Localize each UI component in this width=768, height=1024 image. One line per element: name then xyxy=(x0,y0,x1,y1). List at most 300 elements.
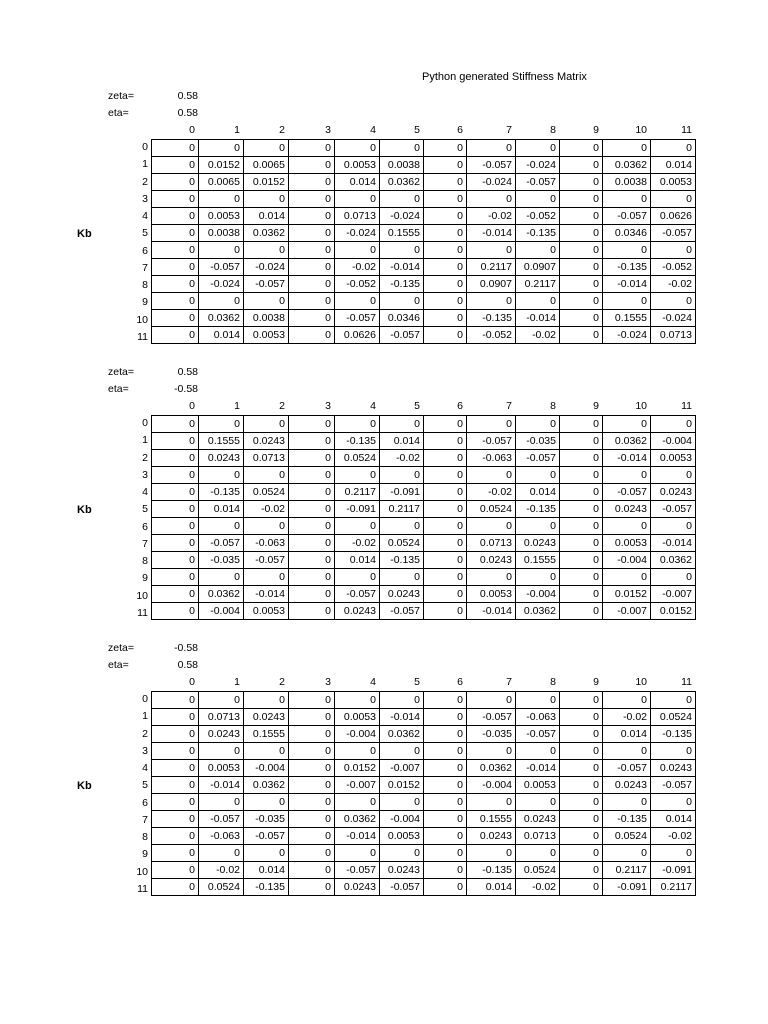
matrix-cell: -0.057 xyxy=(244,828,289,845)
matrix-cell: 0 xyxy=(152,191,199,208)
matrix-cell: 0 xyxy=(199,569,244,586)
row-header: 3 xyxy=(142,192,148,205)
matrix-cell: 0 xyxy=(199,140,244,157)
matrix-cell: 0 xyxy=(152,501,199,518)
matrix-cell: 0 xyxy=(289,760,335,777)
matrix-cell: -0.024 xyxy=(335,225,380,242)
matrix-cell: 0.0362 xyxy=(244,777,289,794)
matrix-cell: 0.0713 xyxy=(651,327,696,344)
row-header: 7 xyxy=(142,813,148,826)
matrix-cell: 0 xyxy=(560,416,603,433)
matrix-cell: 0 xyxy=(560,828,603,845)
table-row xyxy=(152,692,696,709)
column-header: 0 xyxy=(189,676,195,688)
matrix-cell: -0.063 xyxy=(516,709,560,726)
matrix-cell: 0 xyxy=(289,140,335,157)
matrix-cell: -0.135 xyxy=(380,552,424,569)
matrix-cell: 0.0053 xyxy=(467,586,516,603)
matrix-cell: -0.063 xyxy=(467,450,516,467)
matrix-cell: 0 xyxy=(289,484,335,501)
column-header: 2 xyxy=(279,124,285,136)
matrix-cell: 0 xyxy=(424,726,467,743)
matrix-cell: 0.0243 xyxy=(516,535,560,552)
matrix-cell: 0.0243 xyxy=(335,879,380,896)
matrix-cell: 0 xyxy=(467,692,516,709)
matrix-cell: 0.0038 xyxy=(380,157,424,174)
matrix-cell: 0.2117 xyxy=(335,484,380,501)
matrix-cell: 0 xyxy=(380,845,424,862)
document-title: Python generated Stiffness Matrix xyxy=(422,71,587,83)
table-row xyxy=(152,879,696,896)
matrix-cell: 0.0713 xyxy=(516,828,560,845)
matrix-cell: 0.0243 xyxy=(516,811,560,828)
row-header: 3 xyxy=(142,468,148,481)
column-header: 11 xyxy=(681,676,692,688)
matrix-cell: 0.014 xyxy=(651,811,696,828)
matrix-cell: 0.0362 xyxy=(516,603,560,620)
matrix-cell: 0 xyxy=(560,811,603,828)
matrix-cell: 0 xyxy=(651,191,696,208)
matrix-cell: 0.1555 xyxy=(199,433,244,450)
matrix-cell: 0 xyxy=(424,208,467,225)
matrix-cell: 0 xyxy=(289,242,335,259)
matrix-cell: 0 xyxy=(467,140,516,157)
matrix-cell: -0.057 xyxy=(199,811,244,828)
row-header: 9 xyxy=(142,572,148,585)
matrix-cell: 0 xyxy=(152,293,199,310)
matrix-cell: 0 xyxy=(424,433,467,450)
matrix-cell: 0.014 xyxy=(380,433,424,450)
row-header: 5 xyxy=(142,779,148,792)
matrix-cell: -0.057 xyxy=(380,603,424,620)
matrix-cell: 0 xyxy=(289,828,335,845)
matrix-cell: 0 xyxy=(467,569,516,586)
table-row xyxy=(152,743,696,760)
row-header: 1 xyxy=(142,434,148,447)
matrix-cell: 0 xyxy=(651,845,696,862)
matrix-cell: -0.004 xyxy=(199,603,244,620)
matrix-cell: -0.057 xyxy=(244,552,289,569)
matrix-cell: -0.024 xyxy=(516,157,560,174)
table-row xyxy=(152,157,696,174)
matrix-cell: 0.0053 xyxy=(335,709,380,726)
column-header: 3 xyxy=(325,676,331,688)
matrix-cell: 0 xyxy=(603,794,651,811)
matrix-cell: -0.135 xyxy=(467,310,516,327)
matrix-cell: 0.0243 xyxy=(199,450,244,467)
matrix-cell: 0 xyxy=(152,467,199,484)
matrix-cell: 0 xyxy=(335,416,380,433)
table-row xyxy=(152,501,696,518)
matrix-cell: 0 xyxy=(424,310,467,327)
matrix-cell: -0.02 xyxy=(467,208,516,225)
matrix-cell: 0 xyxy=(424,535,467,552)
zeta-value: 0.58 xyxy=(177,90,198,102)
matrix-cell: 0.0524 xyxy=(467,501,516,518)
matrix-cell: 0 xyxy=(152,518,199,535)
matrix-cell: 0 xyxy=(424,586,467,603)
zeta-param xyxy=(108,364,198,381)
matrix-cell: -0.007 xyxy=(603,603,651,620)
matrix-cell: 0 xyxy=(152,845,199,862)
column-header: 8 xyxy=(550,124,556,136)
matrix-cell: 0.014 xyxy=(467,879,516,896)
row-header: 9 xyxy=(142,296,148,309)
matrix-cell: 0 xyxy=(289,276,335,293)
table-row xyxy=(152,726,696,743)
matrix-cell: 0 xyxy=(152,535,199,552)
matrix-cell: 0 xyxy=(152,811,199,828)
zeta-param xyxy=(108,640,198,657)
matrix-cell: 0 xyxy=(152,828,199,845)
matrix-cell: 0 xyxy=(560,174,603,191)
column-header: 10 xyxy=(635,124,647,136)
row-header: 10 xyxy=(136,589,148,602)
matrix-cell: 0 xyxy=(560,603,603,620)
matrix-cell: -0.057 xyxy=(603,484,651,501)
column-header: 1 xyxy=(234,400,240,412)
matrix-cell: -0.057 xyxy=(516,174,560,191)
matrix-cell: 0 xyxy=(560,225,603,242)
matrix-cell: 0.0243 xyxy=(651,484,696,501)
matrix-cell: -0.007 xyxy=(380,760,424,777)
matrix-cell: 0.0907 xyxy=(467,276,516,293)
matrix-cell: 0 xyxy=(335,569,380,586)
column-header: 8 xyxy=(550,676,556,688)
column-header: 5 xyxy=(414,400,420,412)
row-header: 0 xyxy=(142,417,148,429)
matrix-cell: 0.0362 xyxy=(199,586,244,603)
matrix-cell: -0.004 xyxy=(603,552,651,569)
matrix-cell: 0.2117 xyxy=(603,862,651,879)
matrix-cell: -0.02 xyxy=(516,327,560,344)
matrix-cell: 0 xyxy=(603,242,651,259)
matrix-cell: 0 xyxy=(335,743,380,760)
matrix-cell: 0 xyxy=(424,293,467,310)
matrix-cell: 0 xyxy=(380,794,424,811)
table-row xyxy=(152,862,696,879)
matrix-cell: 0 xyxy=(603,569,651,586)
column-header: 9 xyxy=(593,400,599,412)
row-header: 1 xyxy=(142,158,148,171)
matrix-cell: 0 xyxy=(560,535,603,552)
row-header: 6 xyxy=(142,244,148,257)
column-header: 6 xyxy=(457,676,463,688)
matrix-cell: 0.1555 xyxy=(603,310,651,327)
matrix-cell: 0 xyxy=(467,416,516,433)
matrix-cell: 0 xyxy=(335,191,380,208)
matrix-cell: 0.0243 xyxy=(603,777,651,794)
matrix-cell: -0.057 xyxy=(199,259,244,276)
kb-label: Kb xyxy=(77,504,92,516)
matrix-cell: -0.014 xyxy=(651,535,696,552)
matrix-cell: 0 xyxy=(424,450,467,467)
matrix-cell: 0 xyxy=(335,140,380,157)
matrix-cell: 0 xyxy=(244,692,289,709)
matrix-cell: 0 xyxy=(152,242,199,259)
matrix-cell: 0.0243 xyxy=(335,603,380,620)
matrix-cell: -0.057 xyxy=(467,433,516,450)
stiffness-matrix xyxy=(151,415,696,620)
row-header: 0 xyxy=(142,141,148,153)
matrix-cell: 0.0053 xyxy=(244,327,289,344)
matrix-cell: -0.004 xyxy=(651,433,696,450)
matrix-cell: 0 xyxy=(289,535,335,552)
matrix-cell: -0.091 xyxy=(335,501,380,518)
eta-param xyxy=(108,657,198,674)
column-header: 11 xyxy=(681,124,692,136)
matrix-cell: 0 xyxy=(560,293,603,310)
matrix-cell: -0.052 xyxy=(516,208,560,225)
matrix-cell: 0.014 xyxy=(603,726,651,743)
matrix-cell: 0 xyxy=(289,709,335,726)
table-row xyxy=(152,242,696,259)
column-header: 6 xyxy=(457,400,463,412)
matrix-cell: 0.0038 xyxy=(199,225,244,242)
matrix-cell: -0.135 xyxy=(335,433,380,450)
table-row xyxy=(152,569,696,586)
matrix-cell: -0.02 xyxy=(335,259,380,276)
matrix-cell: 0 xyxy=(335,845,380,862)
table-row xyxy=(152,208,696,225)
matrix-cell: 0.0152 xyxy=(244,174,289,191)
matrix-cell: 0 xyxy=(560,450,603,467)
table-row xyxy=(152,811,696,828)
matrix-cell: 0 xyxy=(516,743,560,760)
matrix-cell: 0.0065 xyxy=(244,157,289,174)
table-row xyxy=(152,276,696,293)
matrix-cell: 0 xyxy=(199,518,244,535)
matrix-cell: 0 xyxy=(380,569,424,586)
matrix-cell: 0 xyxy=(560,276,603,293)
matrix-cell: 0 xyxy=(199,692,244,709)
matrix-cell: 0 xyxy=(424,603,467,620)
matrix-cell: 0 xyxy=(199,467,244,484)
row-header: 2 xyxy=(142,175,148,188)
matrix-cell: 0 xyxy=(560,692,603,709)
matrix-cell: 0 xyxy=(651,569,696,586)
matrix-cell: -0.024 xyxy=(603,327,651,344)
matrix-cell: 0 xyxy=(424,811,467,828)
matrix-cell: 0 xyxy=(289,208,335,225)
eta-value: -0.58 xyxy=(174,383,198,395)
column-header: 2 xyxy=(279,676,285,688)
column-header: 1 xyxy=(234,124,240,136)
table-row xyxy=(152,327,696,344)
column-header: 0 xyxy=(189,400,195,412)
matrix-cell: 0 xyxy=(244,845,289,862)
table-row xyxy=(152,467,696,484)
matrix-cell: 0 xyxy=(289,518,335,535)
table-row xyxy=(152,518,696,535)
matrix-cell: -0.02 xyxy=(516,879,560,896)
matrix-cell: 0 xyxy=(424,552,467,569)
matrix-cell: 0 xyxy=(467,191,516,208)
matrix-cell: 0 xyxy=(467,293,516,310)
matrix-cell: 0 xyxy=(244,140,289,157)
column-header: 7 xyxy=(506,400,512,412)
row-header: 1 xyxy=(142,710,148,723)
matrix-cell: 0 xyxy=(289,501,335,518)
matrix-cell: -0.052 xyxy=(651,259,696,276)
matrix-cell: 0 xyxy=(152,140,199,157)
zeta-value: -0.58 xyxy=(174,642,198,654)
matrix-cell: 0 xyxy=(560,484,603,501)
matrix-cell: 0 xyxy=(152,433,199,450)
kb-label: Kb xyxy=(77,780,92,792)
matrix-cell: 0 xyxy=(335,467,380,484)
matrix-cell: 0.0243 xyxy=(467,552,516,569)
column-header: 7 xyxy=(506,124,512,136)
matrix-cell: -0.057 xyxy=(380,327,424,344)
matrix-cell: 0.0243 xyxy=(199,726,244,743)
matrix-cell: 0 xyxy=(380,293,424,310)
matrix-cell: 0 xyxy=(289,692,335,709)
matrix-cell: -0.052 xyxy=(335,276,380,293)
matrix-cell: -0.004 xyxy=(467,777,516,794)
matrix-cell: 0 xyxy=(467,518,516,535)
matrix-cell: -0.091 xyxy=(603,879,651,896)
zeta-param xyxy=(108,88,198,105)
matrix-cell: 0 xyxy=(424,518,467,535)
matrix-cell: 0 xyxy=(651,293,696,310)
matrix-cell: -0.057 xyxy=(651,501,696,518)
row-header: 7 xyxy=(142,261,148,274)
row-header: 8 xyxy=(142,279,148,291)
matrix-cell: -0.007 xyxy=(651,586,696,603)
matrix-cell: -0.007 xyxy=(335,777,380,794)
matrix-cell: 0 xyxy=(380,191,424,208)
matrix-cell: -0.024 xyxy=(651,310,696,327)
matrix-cell: 0.0243 xyxy=(603,501,651,518)
matrix-cell: 0 xyxy=(516,293,560,310)
matrix-cell: 0 xyxy=(335,692,380,709)
matrix-cell: 0 xyxy=(560,845,603,862)
matrix-cell: -0.057 xyxy=(516,450,560,467)
matrix-cell: -0.091 xyxy=(380,484,424,501)
matrix-cell: 0 xyxy=(560,518,603,535)
row-header: 11 xyxy=(137,606,148,619)
row-header: 11 xyxy=(137,330,148,343)
matrix-cell: 0 xyxy=(424,845,467,862)
table-row xyxy=(152,535,696,552)
column-header: 5 xyxy=(414,124,420,136)
matrix-cell: -0.057 xyxy=(603,760,651,777)
column-header: 2 xyxy=(279,400,285,412)
matrix-cell: 0 xyxy=(424,569,467,586)
matrix-cell: 0 xyxy=(560,777,603,794)
eta-label: eta= xyxy=(108,383,129,395)
table-row xyxy=(152,777,696,794)
matrix-cell: -0.035 xyxy=(199,552,244,569)
matrix-cell: 0 xyxy=(289,327,335,344)
column-header: 4 xyxy=(370,676,376,688)
matrix-cell: 0 xyxy=(651,794,696,811)
matrix-cell: 0.0053 xyxy=(199,760,244,777)
matrix-cell: 0 xyxy=(467,242,516,259)
matrix-cell: 0.014 xyxy=(651,157,696,174)
column-header: 1 xyxy=(234,676,240,688)
matrix-cell: -0.02 xyxy=(651,828,696,845)
matrix-cell: 0.0053 xyxy=(651,174,696,191)
table-row xyxy=(152,709,696,726)
matrix-cell: 0 xyxy=(244,743,289,760)
matrix-cell: 0 xyxy=(560,743,603,760)
matrix-cell: -0.024 xyxy=(244,259,289,276)
matrix-cell: -0.057 xyxy=(335,586,380,603)
matrix-cell: -0.02 xyxy=(651,276,696,293)
matrix-cell: -0.014 xyxy=(380,259,424,276)
table-row xyxy=(152,310,696,327)
matrix-cell: 0 xyxy=(199,794,244,811)
row-header: 0 xyxy=(142,693,148,705)
matrix-cell: 0 xyxy=(651,692,696,709)
matrix-cell: 0.0626 xyxy=(335,327,380,344)
matrix-cell: 0.014 xyxy=(199,327,244,344)
matrix-cell: -0.063 xyxy=(199,828,244,845)
matrix-cell: 0 xyxy=(651,140,696,157)
matrix-cell: 0 xyxy=(289,603,335,620)
matrix-cell: 0.0038 xyxy=(603,174,651,191)
matrix-cell: 0 xyxy=(199,191,244,208)
column-header: 9 xyxy=(593,676,599,688)
matrix-cell: 0 xyxy=(380,140,424,157)
matrix-cell: 0 xyxy=(560,726,603,743)
matrix-cell: 0 xyxy=(152,569,199,586)
matrix-cell: -0.057 xyxy=(467,709,516,726)
matrix-cell: 0 xyxy=(152,794,199,811)
matrix-cell: 0 xyxy=(560,552,603,569)
matrix-cell: -0.057 xyxy=(244,276,289,293)
matrix-cell: 0.2117 xyxy=(467,259,516,276)
matrix-cell: 0 xyxy=(244,518,289,535)
matrix-cell: 0 xyxy=(467,845,516,862)
matrix-cell: 0 xyxy=(651,467,696,484)
matrix-cell: 0.0524 xyxy=(380,535,424,552)
matrix-cell: -0.014 xyxy=(467,603,516,620)
matrix-cell: -0.014 xyxy=(603,450,651,467)
matrix-cell: 0.0152 xyxy=(335,760,380,777)
matrix-cell: 0.0713 xyxy=(467,535,516,552)
row-header: 8 xyxy=(142,831,148,843)
matrix-cell: -0.02 xyxy=(335,535,380,552)
matrix-cell: -0.057 xyxy=(199,535,244,552)
matrix-cell: 0.0524 xyxy=(603,828,651,845)
matrix-cell: -0.035 xyxy=(516,433,560,450)
matrix-cell: 0 xyxy=(152,174,199,191)
table-row xyxy=(152,293,696,310)
matrix-cell: 0.0362 xyxy=(199,310,244,327)
matrix-cell: -0.057 xyxy=(335,310,380,327)
matrix-cell: 0 xyxy=(152,862,199,879)
matrix-cell: 0.0243 xyxy=(651,760,696,777)
eta-value: 0.58 xyxy=(177,107,198,119)
matrix-cell: 0 xyxy=(603,692,651,709)
matrix-cell: 0 xyxy=(289,293,335,310)
matrix-cell: 0.0053 xyxy=(380,828,424,845)
column-header: 4 xyxy=(370,124,376,136)
row-header: 4 xyxy=(142,762,148,774)
matrix-cell: 0.0713 xyxy=(199,709,244,726)
matrix-cell: 0 xyxy=(603,845,651,862)
column-header: 11 xyxy=(681,400,692,412)
matrix-cell: 0.0524 xyxy=(199,879,244,896)
matrix-cell: 0 xyxy=(152,726,199,743)
matrix-cell: 0.0243 xyxy=(380,862,424,879)
matrix-cell: 0.0152 xyxy=(199,157,244,174)
matrix-cell: 0 xyxy=(152,760,199,777)
matrix-cell: -0.057 xyxy=(335,862,380,879)
